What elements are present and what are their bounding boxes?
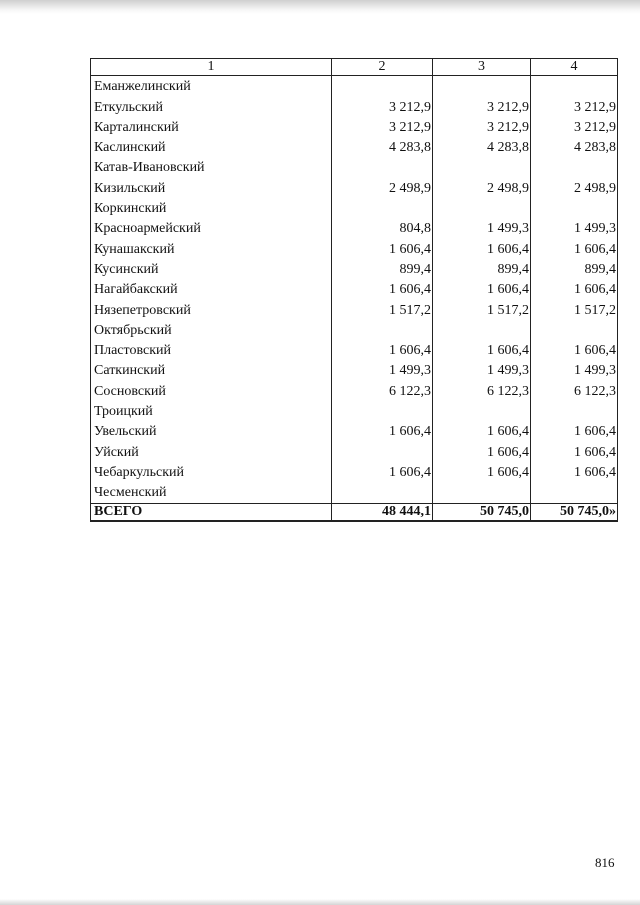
- value-col-3: [433, 401, 531, 421]
- total-col-3: 50 745,0: [433, 504, 531, 522]
- scan-top-shadow: [0, 0, 640, 14]
- district-name: Пластовский: [91, 340, 332, 360]
- table-row: [91, 117, 618, 137]
- value-col-2: 804,8: [332, 218, 433, 238]
- value-col-3: [433, 198, 531, 218]
- value-col-4: [531, 482, 618, 504]
- budget-table: [90, 58, 618, 522]
- value-col-3: 899,4: [433, 259, 531, 279]
- value-col-2: 1 606,4: [332, 279, 433, 299]
- district-name: Троицкий: [91, 401, 332, 421]
- district-name: Октябрьский: [91, 320, 332, 340]
- value-col-3: 1 606,4: [433, 421, 531, 441]
- value-col-2: [332, 441, 433, 461]
- value-col-2: [332, 157, 433, 177]
- district-name: Каслинский: [91, 137, 332, 157]
- value-col-4: [531, 198, 618, 218]
- table-row: [91, 482, 618, 504]
- table-row: [91, 279, 618, 299]
- value-col-2: [332, 76, 433, 97]
- value-col-2: 1 517,2: [332, 299, 433, 319]
- district-name: Нязепетровский: [91, 299, 332, 319]
- district-name: Нагайбакский: [91, 279, 332, 299]
- value-col-2: 1 499,3: [332, 360, 433, 380]
- value-col-4: 1 606,4: [531, 279, 618, 299]
- district-name: Увельский: [91, 421, 332, 441]
- value-col-4: 3 212,9: [531, 117, 618, 137]
- value-col-3: 1 606,4: [433, 441, 531, 461]
- page-number: 816: [595, 855, 615, 870]
- value-col-4: 3 212,9: [531, 96, 618, 116]
- value-col-2: [332, 401, 433, 421]
- table-row: [91, 360, 618, 380]
- table-row: [91, 238, 618, 258]
- value-col-4: 1 606,4: [531, 462, 618, 482]
- table-row: [91, 401, 618, 421]
- value-col-3: 2 498,9: [433, 177, 531, 197]
- value-col-2: 1 606,4: [332, 238, 433, 258]
- value-col-4: 1 606,4: [531, 238, 618, 258]
- total-label: ВСЕГО: [91, 504, 332, 522]
- value-col-3: 3 212,9: [433, 117, 531, 137]
- value-col-2: 6 122,3: [332, 380, 433, 400]
- table-row: [91, 259, 618, 279]
- value-col-3: 1 606,4: [433, 238, 531, 258]
- table-row: [91, 157, 618, 177]
- value-col-4: [531, 401, 618, 421]
- value-col-4: 1 606,4: [531, 441, 618, 461]
- value-col-4: 6 122,3: [531, 380, 618, 400]
- value-col-3: [433, 76, 531, 97]
- district-name: Уйский: [91, 441, 332, 461]
- scan-bottom-shadow: [0, 899, 640, 905]
- value-col-2: 1 606,4: [332, 340, 433, 360]
- value-col-4: 1 499,3: [531, 360, 618, 380]
- table-row: [91, 177, 618, 197]
- table-row: [91, 320, 618, 340]
- value-col-3: 3 212,9: [433, 96, 531, 116]
- value-col-2: [332, 320, 433, 340]
- value-col-3: [433, 157, 531, 177]
- value-col-4: [531, 157, 618, 177]
- table-row: [91, 340, 618, 360]
- district-name: Кунашакский: [91, 238, 332, 258]
- value-col-3: 1 499,3: [433, 360, 531, 380]
- value-col-2: 3 212,9: [332, 117, 433, 137]
- column-header-3: 3: [433, 59, 531, 76]
- district-name: Кусинский: [91, 259, 332, 279]
- value-col-2: 3 212,9: [332, 96, 433, 116]
- total-row: [91, 504, 618, 522]
- district-name: Чесменский: [91, 482, 332, 504]
- district-name: Еманжелинский: [91, 76, 332, 97]
- value-col-3: 4 283,8: [433, 137, 531, 157]
- district-name: Катав-Ивановский: [91, 157, 332, 177]
- column-header-2: 2: [332, 59, 433, 76]
- value-col-3: [433, 482, 531, 504]
- table-row: [91, 218, 618, 238]
- total-col-4: 50 745,0»: [531, 504, 618, 522]
- value-col-3: 6 122,3: [433, 380, 531, 400]
- column-header-1: 1: [91, 59, 332, 76]
- value-col-3: 1 606,4: [433, 462, 531, 482]
- value-col-2: [332, 482, 433, 504]
- table-row: [91, 76, 618, 97]
- value-col-4: 1 517,2: [531, 299, 618, 319]
- value-col-4: 1 499,3: [531, 218, 618, 238]
- district-name: Карталинский: [91, 117, 332, 137]
- value-col-2: 1 606,4: [332, 421, 433, 441]
- district-name: Саткинский: [91, 360, 332, 380]
- table-header-row: [91, 59, 618, 76]
- value-col-3: 1 517,2: [433, 299, 531, 319]
- value-col-4: [531, 76, 618, 97]
- value-col-4: 2 498,9: [531, 177, 618, 197]
- value-col-3: 1 606,4: [433, 340, 531, 360]
- column-header-4: 4: [531, 59, 618, 76]
- table-row: [91, 96, 618, 116]
- table-row: [91, 137, 618, 157]
- value-col-4: 899,4: [531, 259, 618, 279]
- table-row: [91, 198, 618, 218]
- district-name: Сосновский: [91, 380, 332, 400]
- value-col-4: 1 606,4: [531, 421, 618, 441]
- table-row: [91, 380, 618, 400]
- value-col-2: [332, 198, 433, 218]
- value-col-2: 4 283,8: [332, 137, 433, 157]
- district-name: Коркинский: [91, 198, 332, 218]
- district-name: Чебаркульский: [91, 462, 332, 482]
- district-name: Кизильский: [91, 177, 332, 197]
- value-col-4: 1 606,4: [531, 340, 618, 360]
- value-col-2: 899,4: [332, 259, 433, 279]
- district-name: Красноармейский: [91, 218, 332, 238]
- table-row: [91, 421, 618, 441]
- table-row: [91, 299, 618, 319]
- value-col-2: 1 606,4: [332, 462, 433, 482]
- district-name: Еткульский: [91, 96, 332, 116]
- value-col-3: [433, 320, 531, 340]
- value-col-3: 1 606,4: [433, 279, 531, 299]
- value-col-3: 1 499,3: [433, 218, 531, 238]
- value-col-4: [531, 320, 618, 340]
- total-col-2: 48 444,1: [332, 504, 433, 522]
- table-row: [91, 462, 618, 482]
- value-col-4: 4 283,8: [531, 137, 618, 157]
- table-row: [91, 441, 618, 461]
- value-col-2: 2 498,9: [332, 177, 433, 197]
